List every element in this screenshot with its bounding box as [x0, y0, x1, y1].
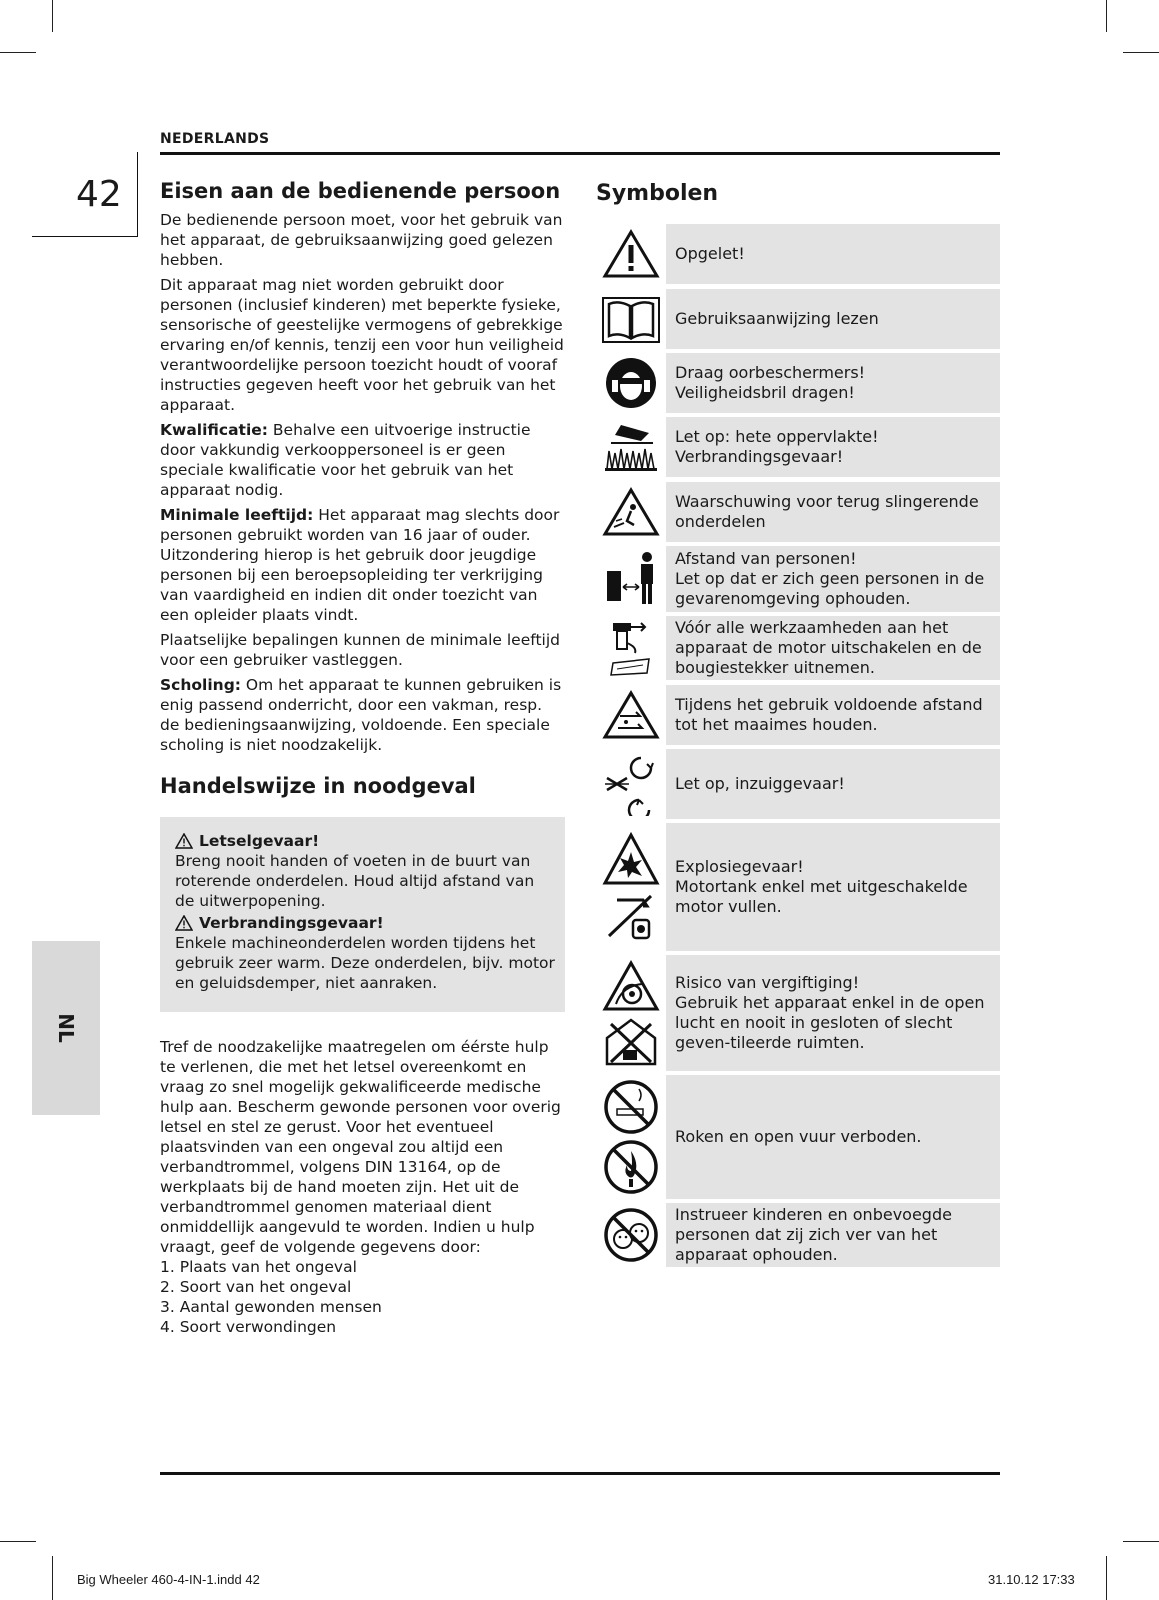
- symbols-title: Symbolen: [596, 181, 719, 206]
- symbol-icon-cell: [596, 823, 666, 951]
- symbol-text: Gebruiksaanwijzing lezen: [675, 309, 879, 328]
- explosion-icon: [602, 832, 660, 886]
- keep-children-away-icon: [603, 1207, 659, 1263]
- warning-text: Enkele machineonderdelen worden tijdens het gebruik zeer warm. Deze onderdelen, bijv. motor en geluidsdemper, niet aanraken.: [175, 934, 555, 992]
- symbol-icon-cell: [596, 289, 666, 349]
- symbol-icon-cell: [596, 1203, 666, 1267]
- warning-title: Verbrandingsgevaar!: [199, 914, 384, 932]
- header-rule: [160, 152, 1000, 155]
- symbol-row: [596, 685, 1000, 745]
- page-number: 42: [76, 174, 122, 215]
- fuel-can-icon: [603, 890, 659, 942]
- symbol-row: [596, 417, 1000, 477]
- suction-icon: [601, 752, 661, 816]
- symbol-row: [596, 955, 1000, 1071]
- symbol-icon-cell: [596, 546, 666, 612]
- list-item: 3. Aantal gewonden mensen: [160, 1298, 382, 1316]
- warning-heading: [175, 831, 555, 851]
- no-open-flame-icon: [603, 1139, 659, 1195]
- paragraph: Plaatselijke bepalingen kunnen de minimale leeftijd voor een gebruiker vastleggen.: [160, 631, 560, 669]
- symbol-text: Afstand van personen! Let op dat er zich geen personen in de gevarenomgeving ophouden.: [675, 549, 985, 608]
- list-item: 2. Soort van het ongeval: [160, 1278, 352, 1296]
- ear-eye-protection-icon: [604, 356, 658, 410]
- term-text: Om het apparaat te kunnen gebruiken is enig passend onderricht, door een vakman, resp. de bedieningsaanwijzing, voldoende. Een speciale scholing is niet noodzakelijk.: [160, 676, 562, 754]
- warning-box: [160, 817, 565, 1012]
- section-title-emergency: Handelswijze in noodgeval: [160, 774, 476, 798]
- language-side-tab: [32, 941, 100, 1115]
- symbol-row: [596, 749, 1000, 819]
- paragraph: De bedienende persoon moet, voor het gebruik van het apparaat, de gebruiksaanwijzing goed gelezen hebben.: [160, 211, 563, 269]
- paragraph: Tref de noodzakelijke maatregelen om éérste hulp te verlenen, die met het letsel overeenkomt en vraag zo snel mogelijk gekwalificeerde medische hulp aan. Bescherm gewonde personen voor overig letsel en stel ze gerust. Voor het eventueel plaatsvinden van een ongeval zou altijd een verbandtrommel, volgens DIN 13164, op de werkplaats bij de hand moeten zijn. Het uit de verbandtrommel genomen materiaal dient onmiddellijk aangevuld te worden. Indien u hulp vraagt, geef de volgende gegevens door:: [160, 1038, 561, 1256]
- warning-title: Letselgevaar!: [199, 832, 320, 850]
- paragraph: [160, 505, 566, 625]
- symbol-row: [596, 1075, 1000, 1199]
- flying-parts-icon: [602, 487, 660, 537]
- symbol-text: Explosiegevaar! Motortank enkel met uitgeschakelde motor vullen.: [675, 857, 968, 916]
- symbol-text: Opgelet!: [675, 244, 745, 263]
- term-label: Kwalificatie:: [160, 421, 268, 439]
- paragraph: Dit apparaat mag niet worden gebruikt door personen (inclusief kinderen) met beperkte fysieke, sensorische of geestelijke vermogens of gebrekkige ervaring en/of kennis, tenzij een voor hun veiligheid verantwoordelijke persoon toezicht houdt of vooraf instructies gegeven heeft voor het gebruik van het apparaat.: [160, 276, 564, 414]
- warning-icon: [602, 229, 660, 279]
- warning-triangle-icon: [175, 833, 193, 849]
- symbol-icon-cell: [596, 1075, 666, 1199]
- no-smoking-icon: [603, 1079, 659, 1135]
- paragraph: [160, 675, 566, 755]
- hot-surface-icon: [601, 421, 661, 473]
- paragraph: [160, 420, 566, 500]
- term-label: Minimale leeftijd:: [160, 506, 314, 524]
- symbol-icon-cell: [596, 482, 666, 542]
- indoor-prohibited-icon: [603, 1016, 659, 1066]
- section-language: NEDERLANDS: [160, 131, 270, 147]
- symbol-text: Waarschuwing voor terug slingerende onderdelen: [675, 492, 979, 531]
- footer-filename: Big Wheeler 460-4-IN-1.indd 42: [77, 1572, 260, 1587]
- distance-icon: [601, 549, 661, 609]
- symbol-icon-cell: [596, 955, 666, 1071]
- list-item: 4. Soort verwondingen: [160, 1318, 337, 1336]
- symbol-text: Draag oorbeschermers! Veiligheidsbril dragen!: [675, 363, 866, 402]
- footer-datetime: 31.10.12 17:33: [988, 1572, 1075, 1587]
- manual-icon: [601, 294, 661, 344]
- poison-icon: [602, 960, 660, 1012]
- symbol-text: Let op: hete oppervlakte! Verbrandingsgevaar!: [675, 427, 879, 466]
- left-column: [160, 178, 566, 760]
- symbol-row: [596, 482, 1000, 542]
- symbol-icon-cell: [596, 749, 666, 819]
- warning-heading: [175, 913, 555, 933]
- symbol-text: Vóór alle werkzaamheden aan het apparaat de motor uitschakelen en de bougiestekker uitnemen.: [675, 618, 982, 677]
- term-text: Behalve een uitvoerige instructie door vakkundig verkooppersoneel is er geen speciale kwalificatie voor het gebruik van het apparaat nodig.: [160, 421, 531, 499]
- symbol-row: [596, 546, 1000, 612]
- term-text: Het apparaat mag slechts door personen gebruikt worden van 16 jaar of ouder. Uitzondering hierop is het gebruik door jeugdige personen bij een beroepsopleiding ter verkrijging van vaardigheid en indien dit onder toezicht van een opleider plaats vindt.: [160, 506, 560, 624]
- spark-plug-icon: [607, 617, 655, 679]
- symbol-icon-cell: [596, 616, 666, 680]
- first-aid-text: [160, 1037, 566, 1337]
- symbol-icon-cell: [596, 353, 666, 413]
- bottom-rule: [160, 1472, 1000, 1475]
- symbol-text: Let op, inzuiggevaar!: [675, 774, 845, 793]
- symbol-row: [596, 823, 1000, 951]
- symbol-row: [596, 616, 1000, 680]
- list-item: 1. Plaats van het ongeval: [160, 1258, 357, 1276]
- symbol-text: Tijdens het gebruik voldoende afstand tot het maaimes houden.: [675, 695, 983, 734]
- symbol-row: [596, 1203, 1000, 1267]
- symbol-icon-cell: [596, 685, 666, 745]
- side-tab-label: NL: [54, 1013, 78, 1043]
- term-label: Scholing:: [160, 676, 241, 694]
- symbol-text: Instrueer kinderen en onbevoegde personen dat zij zich ver van het apparaat ophouden.: [675, 1205, 952, 1264]
- symbol-icon-cell: [596, 417, 666, 477]
- symbol-text: Roken en open vuur verboden.: [675, 1127, 922, 1146]
- symbol-row: [596, 353, 1000, 413]
- warning-triangle-icon: [175, 915, 193, 931]
- symbol-row: [596, 224, 1000, 284]
- blade-distance-icon: [602, 690, 660, 740]
- symbol-text: Risico van vergiftiging! Gebruik het apparaat enkel in de open lucht en nooit in gesloten of slecht geven-tileerde ruimten.: [675, 973, 985, 1052]
- symbol-row: [596, 289, 1000, 349]
- section-title-requirements: Eisen aan de bedienende persoon: [160, 179, 561, 203]
- symbol-icon-cell: [596, 224, 666, 284]
- warning-text: Breng nooit handen of voeten in de buurt van roterende onderdelen. Houd altijd afstand van de uitwerpopening.: [175, 852, 535, 910]
